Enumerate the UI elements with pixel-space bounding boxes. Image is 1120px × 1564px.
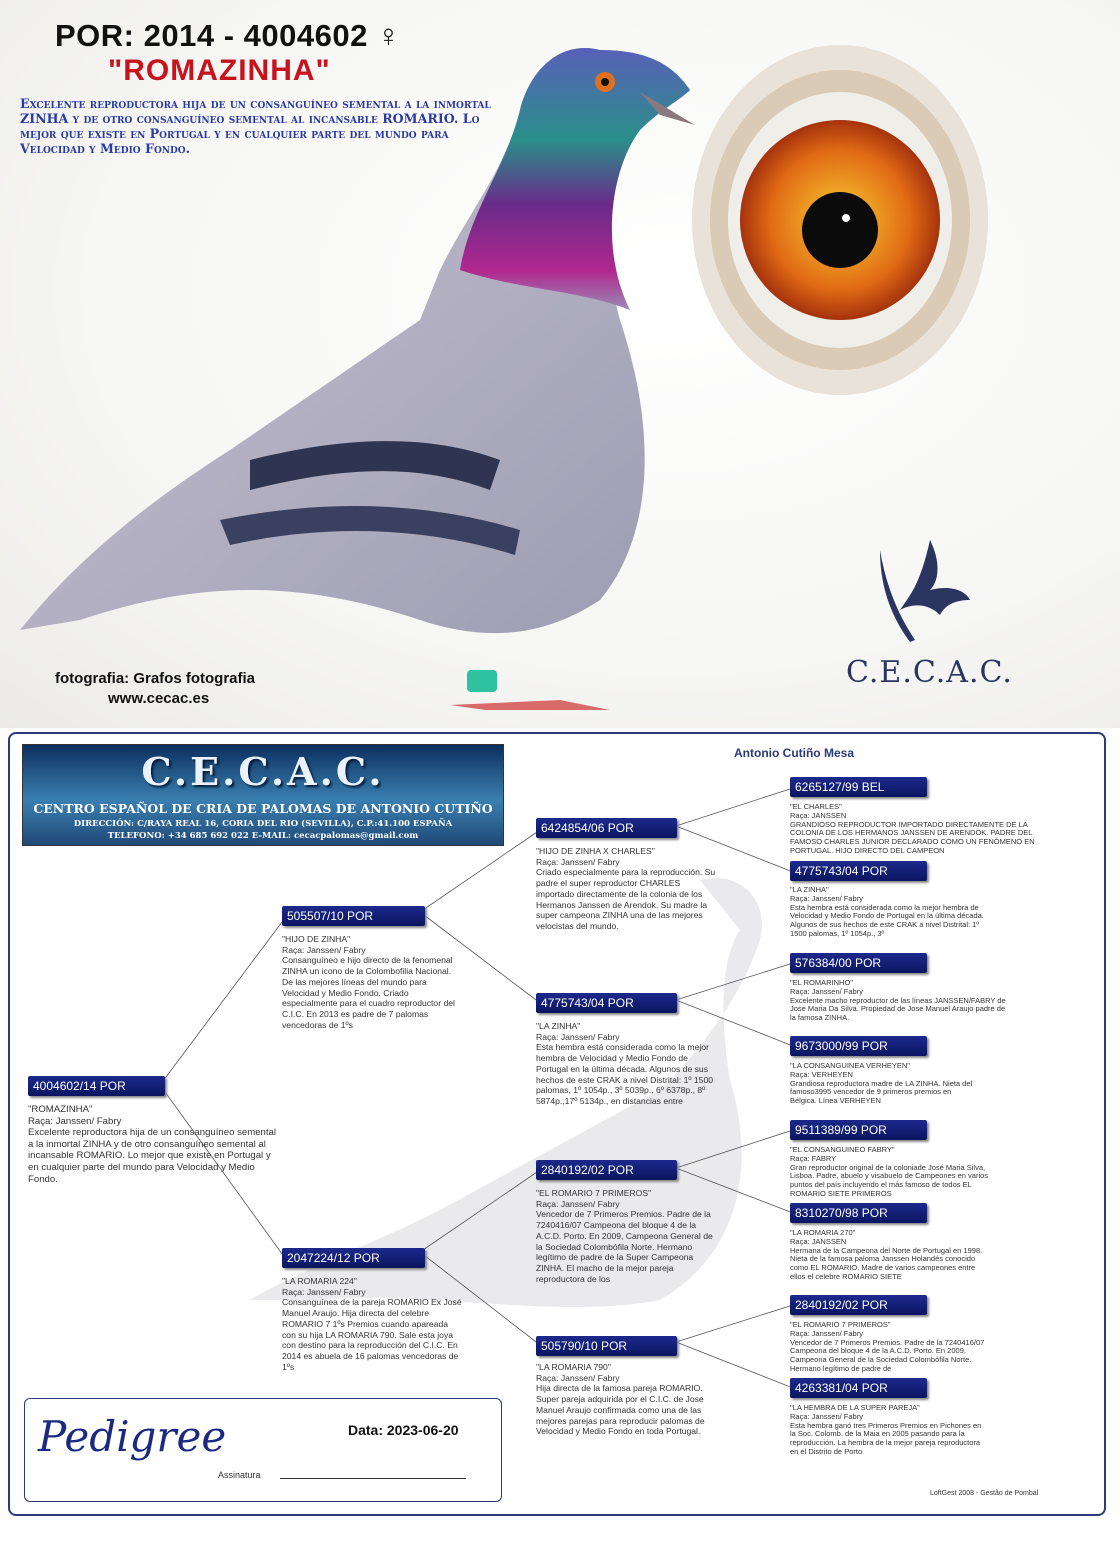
pigeon-name-title: "ROMAZINHA" (108, 54, 331, 87)
ring-label-sds: 576384/00 POR (790, 953, 927, 973)
pedigree-script-logo: Pedigree (38, 1412, 227, 1461)
ring-label-dam: 2047224/12 POR (282, 1248, 425, 1268)
ring-label-sire: 505507/10 POR (282, 906, 425, 926)
banner-phone: TELEFONO: +34 685 692 022 E-MAIL: cecacpalomas@gmail.com (107, 831, 419, 841)
text-dsd: "LA ROMARIA 270" Raça: JANSSEN Hermana de la Campeona del Norte de Portugal en 1998. Nieta de la famosa paloma Janssen Holandés conocido como EL ROMARIO. Madre de varios campeones entre ellos el celebre ROMARIO SIETE (790, 1229, 983, 1281)
owner-name: Antonio Cutiño Mesa (734, 746, 854, 760)
ring-label-ss: 6424854/06 POR (536, 818, 677, 838)
photo-credit: fotografia: Grafos fotografia (55, 670, 256, 687)
pedigree-date: Data: 2023-06-20 (348, 1422, 459, 1438)
ring-label-ddd: 4263381/04 POR (790, 1378, 927, 1398)
text-sire: "HIJO DE ZINHA" Raça: Janssen/ Fabry Consanguíneo e hijo directo de la fenomenal ZINHA un icono de la Colombofilia Nacional. De las mejores líneas del mundo para Velocidad y Medio Fondo. Criado especialmente para el cuadro reproductor del C.I.C. En 2013 es padre de 7 palomas vencedoras de 1ºs (282, 934, 455, 1030)
ring-label-dss: 9511389/99 POR (790, 1120, 927, 1140)
text-dss: "EL CONSANGUINEO FABRY" Raça: FABRY Gran reproductor original de la coloniade José Maria Silva, Lisboa. Padre, abuelo y visabuelo de Campeones en varios puntos del país incluyendo el más famoso de todos EL ROMARIO SIETE PRIMEROS (790, 1146, 989, 1198)
software-credit: LoftGest 2008 - Gestão de Pombal (930, 1490, 1039, 1497)
ring-label-dd: 505790/10 POR (536, 1336, 677, 1356)
text-sdd: "LA CONSANGUINEA VERHEYEN" Raça: VERHEYEN Grandiosa reproductora madre de LA ZINHA. Nieta del famoso3995 vencedor de 9 primeros premios en Bélgica. Línea VERHEYEN (790, 1062, 973, 1106)
text-ss: "HIJO DE ZINHA X CHARLES" Raça: Janssen/ Fabry Criado especialmente para la reproducción. Su padre el super reproductor CHARLES importado directamente de la colonia de los Hermanos Janssen de Arendok. Su madre la super campeona ZINHA una de las mejores velocistas del mundo. (536, 846, 716, 931)
banner-address: DIRECCIÓN: C/RAYA REAL 16, CORIA DEL RIO (SEVILLA), C.P.:41.100 ESPAÑA (73, 819, 453, 829)
ring-label-dds: 2840192/02 POR (790, 1295, 927, 1315)
ring-label-dsd: 8310270/98 POR (790, 1203, 927, 1223)
text-sd: "LA ZINHA" Raça: Janssen/ Fabry Esta hembra está considerada como la mejor hembra de Velocidad y Medio Fondo de Portugal en la última década. Algunos de sus hechos de este CRAK a nivel Distrital: 1º 1500 palomas, 1º 1054p., 3º 5039p., 6º 6378p., 8º 5874p.,17º 5134p., en distancias entre (536, 1021, 714, 1106)
text-dam: "LA ROMARIA 224" Raça: Janssen/ Fabry Consanguínea de la pareja ROMARIO Ex José Manuel Araujo. Hija directa del celebre ROMARIO 7 1ºs Premios cuando apareada con su hija LA ROMARIA 790. Sale esta joya con destino para la reproducción del C.I.C. En 2014 es abuela de 16 palomas vencedoras de 1ºs (282, 1276, 462, 1372)
text-dd: "LA ROMARIA 790" Raça: Janssen/ Fabry Hija directa de la famosa pareja ROMARIO. Super pareja adquirida por el C.I.C. de Jose Manuel Araujo confirmada como una de las mejores parejas para reproducir palomas de Velocidad y Medio Fondo en toda Portugal. (536, 1362, 705, 1437)
ring-number-title: POR: 2014 - 4004602 ♀ (55, 18, 401, 53)
ring-label-sss: 6265127/99 BEL (790, 777, 927, 797)
text-ds: "EL ROMARIO 7 PRIMEROS" Raça: Janssen/ Fabry Vencedor de 7 Primeros Premios. Padre de la 7240416/07 Campeona del bloque 4 de la A.C.D. Porto. En 2009, Campeona General de la Sociedad Colombófila Norte. Hermano legítimo de padre de la Super Campeona ZINHA. El macho de la mejor pareja reproductora de los (536, 1188, 713, 1284)
text-sds: "EL ROMARINHO" Raça: Janssen/ Fabry Excelente macho reproductor de las líneas JANSSEN/FABRY de Jose Maria Da Silva. Propiedad de Jose Manuel Araujo padre de la famosa ZINHA. (790, 979, 1006, 1023)
cecac-logo-text: C.E.C.A.C. (846, 655, 1013, 690)
ring-label-subject: 4004602/14 POR (28, 1076, 165, 1096)
signature-line (280, 1478, 466, 1479)
banner-subtitle: CENTRO ESPAÑOL DE CRIA DE PALOMAS DE ANTONIO CUTIÑO (33, 801, 493, 816)
website-link[interactable]: www.cecac.es (108, 690, 210, 707)
text-ddd: "LA HEMBRA DE LA SUPER PAREJA" Raça: Janssen/ Fabry Esta hembra ganó tres Primeros Premios en Pichones en la Soc. Colomb. de la Maia en 2005 pasando para la reproducción. La hembra de la mejor pareja reproductora en el Distrito de Porto (790, 1404, 982, 1456)
ring-label-ds: 2840192/02 POR (536, 1160, 677, 1180)
text-sss: "EL CHARLES" Raça: JANSSEN GRANDIOSO REPRODUCTOR IMPORTADO DIRECTAMENTE DE LA COLONIA DE LOS HERMANOS JANSSEN DE ARENDOK. PADRE DEL FAMOSO CHARLES JUNIOR DECLARADO COMO UN FENÓMENO EN PORTUGAL. HIJO DIRECTO DEL CAMPEON (790, 803, 1035, 855)
ring-label-sdd: 9673000/99 POR (790, 1036, 927, 1056)
text-subject: "ROMAZINHA" Raça: Janssen/ Fabry Excelente reproductora hija de un consanguíneo semental a la inmortal ZINHA y de otro consanguíneo semental al incansable ROMARIO. Lo mejor que existe en Portugal y en cualquier parte del mundo para Velocidad y Medio Fondo. (28, 1104, 277, 1185)
ring-label-ssd: 4775743/04 POR (790, 861, 927, 881)
banner-title: C.E.C.A.C. (141, 749, 385, 794)
intro-description: Excelente reproductora hija de un consanguíneo semental a la inmortal ZINHA y de otro consanguíneo semental al incansable ROMARIO. Lo mejor que existe en Portugal y en cualquier parte del mundo para Velocidad y Medio Fondo. (20, 96, 491, 156)
ring-label-sd: 4775743/04 POR (536, 993, 677, 1013)
signature-label: Assinatura (218, 1470, 261, 1480)
text-dds: "EL ROMARIO 7 PRIMEROS" Raça: Janssen/ Fabry Vencedor de 7 Primeros Premios. Padre de la 7240416/07 Campeona del bloque 4 de la A.C.D. Porto. En 2009, Campeona General de la Sociedad Colombófila Norte. Hermano legítimo de padre de (790, 1321, 985, 1373)
text-ssd: "LA ZINHA" Raça: Janssen/ Fabry Esta hembra está considerada como la mejor hembra de Velocidad y Medio Fondo de Portugal en la última década. Algunos de sus hechos de este CRAK a nivel Distrital: 1º 1500 palomas, 1º 1054p., 3º (790, 886, 984, 938)
